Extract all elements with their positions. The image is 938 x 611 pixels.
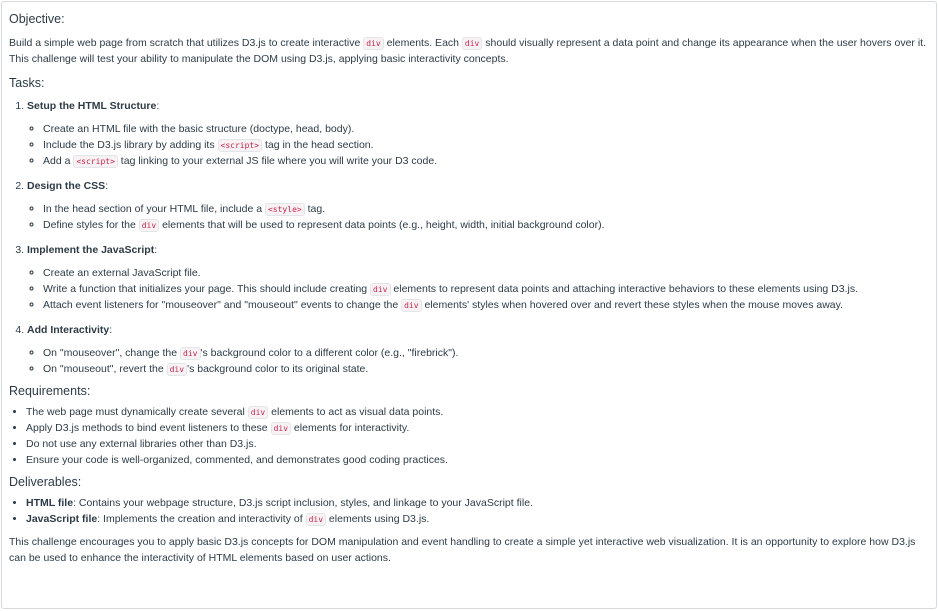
inline-code: div — [180, 347, 200, 360]
objective-heading: Objective: — [9, 12, 65, 26]
inline-code: div — [363, 37, 383, 50]
list-item: • HTML file: Contains your webpage structure, D3.js script inclusion, styles, and linkage to your JavaScript file. — [26, 495, 930, 511]
requirements-list — [9, 404, 930, 468]
inline-code: div — [248, 406, 268, 419]
task-subitems — [27, 121, 930, 169]
list-item: ◦ Include the D3.js library by adding its <script> tag in the head section. — [43, 137, 930, 153]
inline-code: div — [271, 422, 291, 435]
inline-code: div — [306, 513, 326, 526]
assignment-content — [1, 1, 937, 609]
closing-paragraph: This challenge encourages you to apply basic D3.js concepts for DOM manipulation and event handling to create a simple yet interactive web visualization. It is an opportunity to explore how D3.js can be used to enhance the interactivity of HTML elements based on user actions. — [9, 536, 916, 564]
list-item: • Apply D3.js methods to bind event listeners to these div elements for interactivity. — [26, 420, 930, 436]
list-item: • JavaScript file: Implements the creation and interactivity of div elements using D3.js. — [26, 511, 930, 527]
list-item: ◦ Create an external JavaScript file. — [43, 265, 930, 281]
deliverables-heading: Deliverables: — [9, 475, 82, 489]
inline-code: div — [167, 363, 187, 376]
list-item: ◦ In the head section of your HTML file, include a <style> tag. — [43, 201, 930, 217]
task-subitems — [27, 201, 930, 233]
task-title: Implement the JavaScript — [27, 244, 155, 256]
inline-code: div — [139, 219, 159, 232]
inline-code: div — [401, 299, 421, 312]
task-item: 1. Setup the HTML Structure: ◦ Create an HTML file with the basic structure (doctype, head, body). ◦ Include the D3.js library by adding its <script> tag in the head section. ◦ Add a <script> tag linking to your external JS file where you will write your D3 code. — [27, 98, 930, 169]
list-item: ◦ Add a <script> tag linking to your external JS file where you will write your D3 code. — [43, 153, 930, 169]
deliverables-list — [9, 495, 930, 527]
list-item: ◦ Write a function that initializes your page. This should include creating div elements to represent data points and attaching interactive behaviors to these elements using D3.js. — [43, 281, 930, 297]
inline-code: <script> — [218, 139, 263, 152]
task-title: Design the CSS — [27, 180, 106, 192]
task-title: Setup the HTML Structure — [27, 100, 157, 112]
task-item: 3. Implement the JavaScript: ◦ Create an external JavaScript file. ◦ Write a function that initializes your page. This should include creating div elements to represent data points and attaching interactive behaviors to these elements using D3.js. ◦ Attach event listeners for "mouseover" and "mouseout" events to change the div elements' styles when hovered over and revert these styles when the mouse moves away. — [27, 242, 930, 313]
task-subitems — [27, 345, 930, 377]
list-item: ◦ On "mouseout", revert the div 's background color to its original state. — [43, 361, 930, 377]
tasks-heading: Tasks: — [9, 76, 45, 90]
list-item: • The web page must dynamically create several div elements to act as visual data points. — [26, 404, 930, 420]
list-item: • Do not use any external libraries other than D3.js. — [26, 436, 930, 452]
requirements-heading: Requirements: — [9, 384, 91, 398]
inline-code: <style> — [265, 203, 305, 216]
list-item: • Ensure your code is well-organized, commented, and demonstrates good coding practices. — [26, 452, 930, 468]
inline-code: div — [370, 283, 390, 296]
task-title: Add Interactivity — [27, 324, 110, 336]
task-item: 4. Add Interactivity: ◦ On "mouseover", change the div 's background color to a different color (e.g., "firebrick"). ◦ On "mouseout", revert the div 's background color to its original state. — [27, 322, 930, 377]
list-item: ◦ On "mouseover", change the div 's background color to a different color (e.g., "firebrick"). — [43, 345, 930, 361]
objective-text: Build a simple web page from scratch that utilizes D3.js to create interactive div elements. Each div should visually represent a data point and change its appearance when the user hovers over it. This challenge will test your ability to manipulate the DOM using D3.js, applying basic interactivity concepts. — [9, 37, 926, 65]
task-item: 2. Design the CSS: ◦ In the head section of your HTML file, include a <style> tag. ◦ Define styles for the div elements that will be used to represent data points (e.g., height, width, initial background color). — [27, 178, 930, 233]
inline-code: div — [462, 37, 482, 50]
list-item: ◦ Define styles for the div elements that will be used to represent data points (e.g., height, width, initial background color). — [43, 217, 930, 233]
tasks-list — [9, 98, 930, 377]
list-item: ◦ Create an HTML file with the basic structure (doctype, head, body). — [43, 121, 930, 137]
list-item: ◦ Attach event listeners for "mouseover" and "mouseout" events to change the div elements' styles when hovered over and revert these styles when the mouse moves away. — [43, 297, 930, 313]
task-subitems — [27, 265, 930, 313]
inline-code: <script> — [73, 155, 118, 168]
